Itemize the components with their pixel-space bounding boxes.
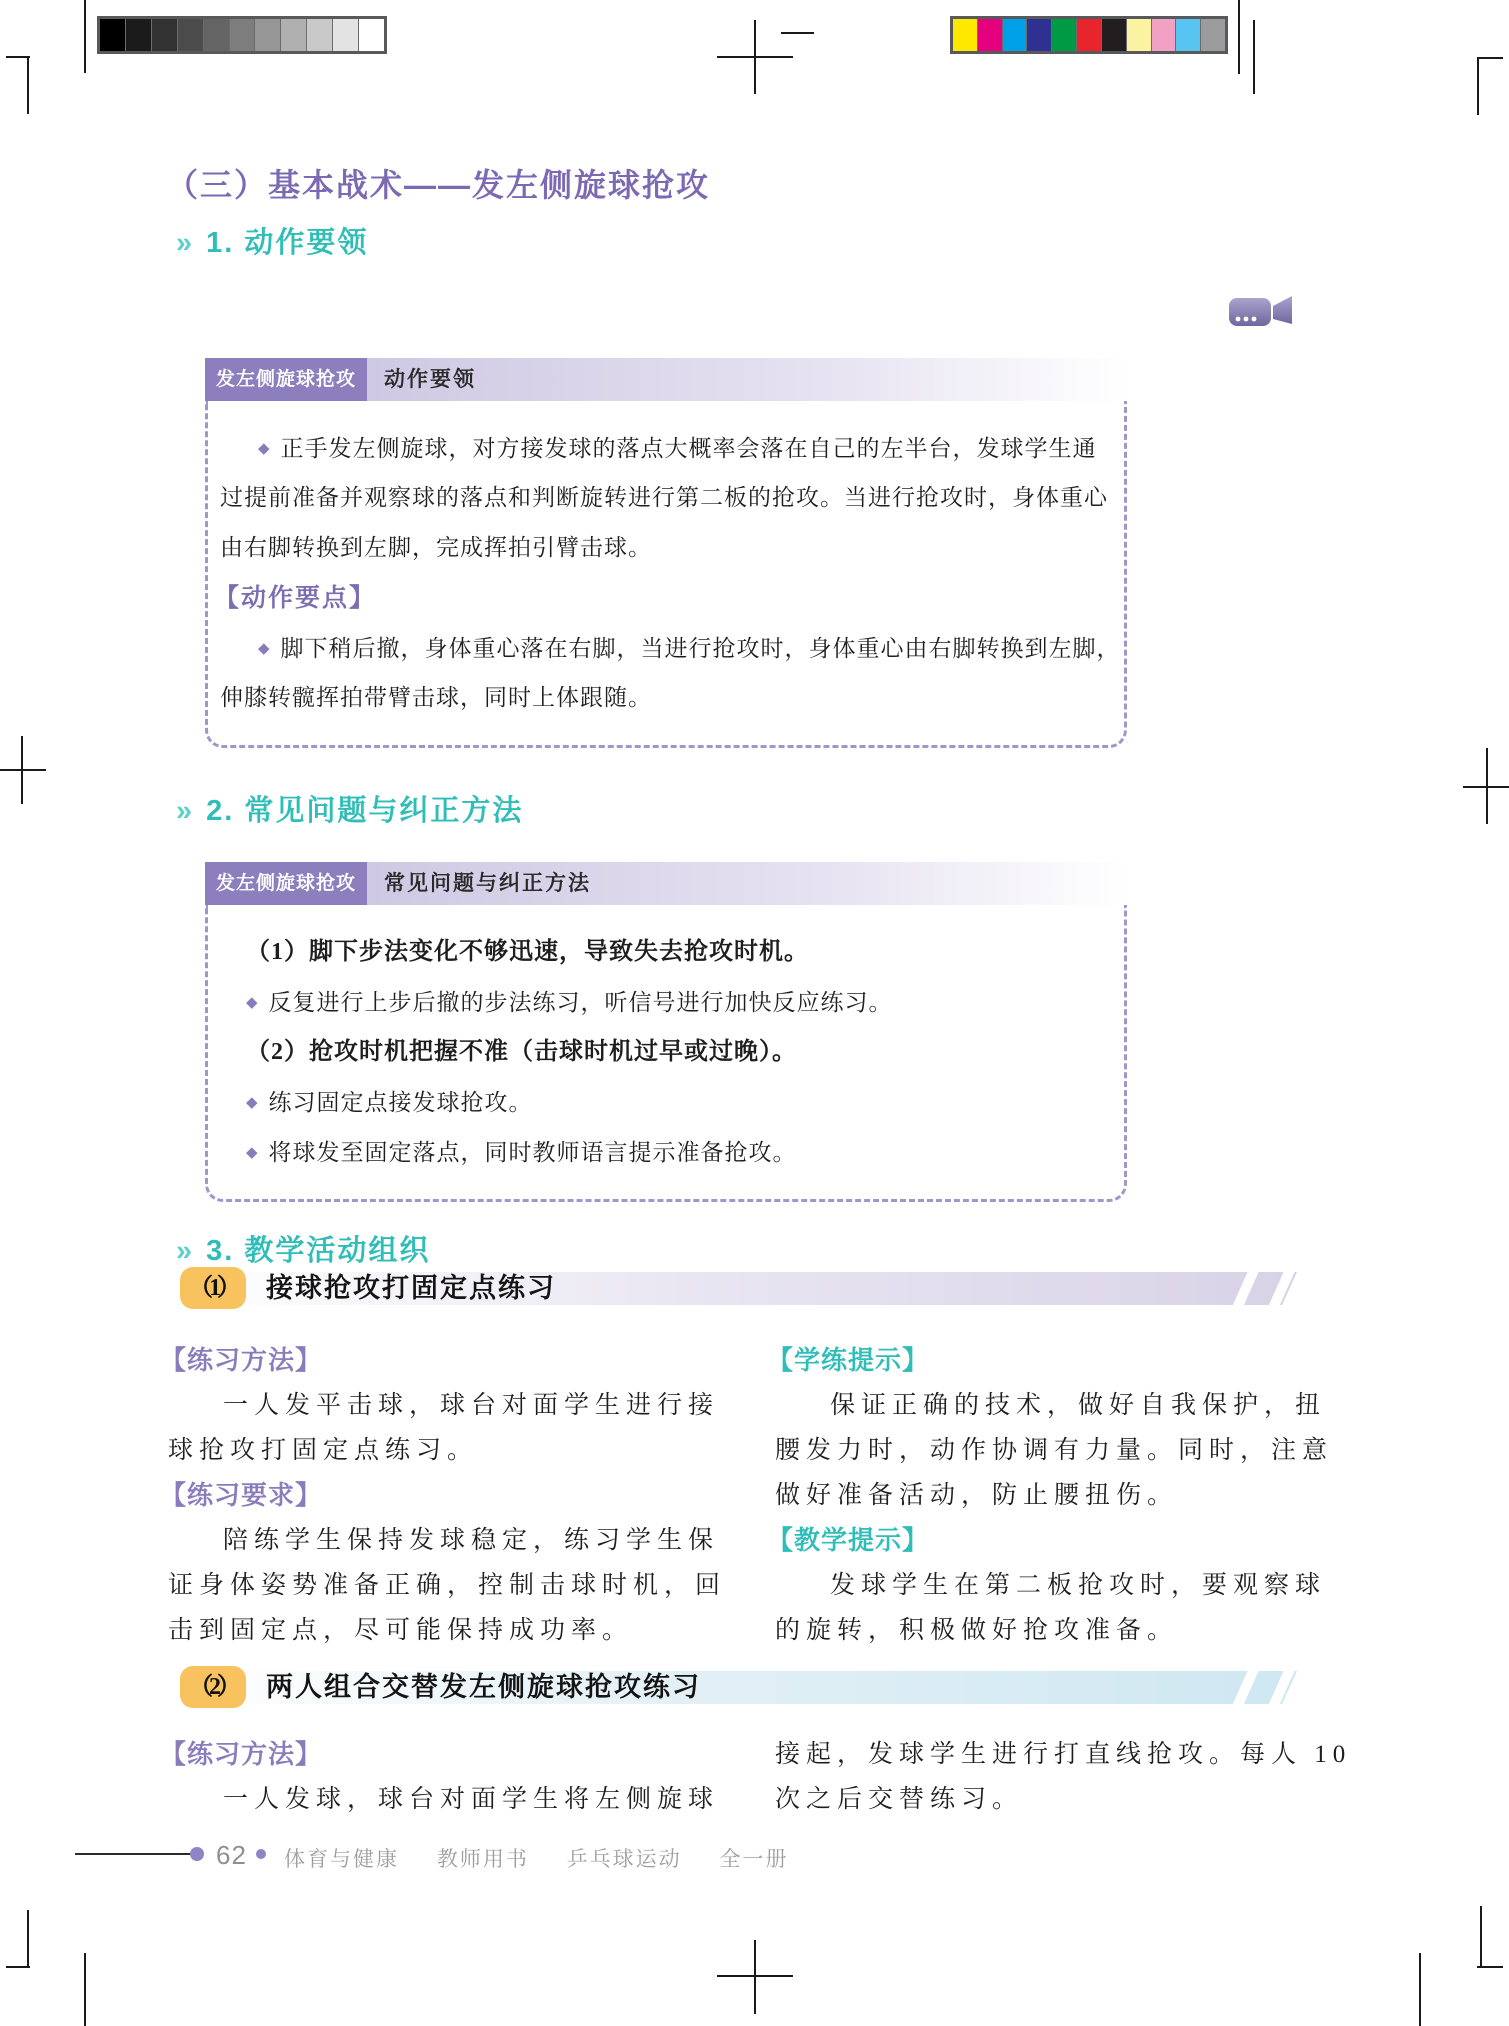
crop-mark bbox=[754, 1940, 756, 2014]
activity-2-number-badge: （2） bbox=[180, 1666, 246, 1708]
calibration-swatch bbox=[1175, 19, 1200, 51]
content-box-essentials bbox=[205, 358, 1127, 748]
footer-rule bbox=[75, 1853, 193, 1855]
crop-mark bbox=[1463, 786, 1509, 788]
calibration-swatch bbox=[1002, 19, 1027, 51]
box-header-title: 动作要领 bbox=[367, 358, 1127, 401]
calibration-swatch bbox=[125, 19, 151, 51]
box-tag-label: 发左侧旋球抢攻 bbox=[205, 358, 367, 401]
footer-book-type: 教师用书 bbox=[436, 1848, 529, 1871]
box-body bbox=[205, 905, 1127, 1202]
activity-1-right-column bbox=[767, 1338, 1375, 1653]
calibration-swatch bbox=[1076, 19, 1101, 51]
calibration-swatch bbox=[254, 19, 280, 51]
calibration-swatch bbox=[177, 19, 203, 51]
section-heading-2 bbox=[176, 788, 523, 829]
box-tag-label: 发左侧旋球抢攻 bbox=[205, 862, 367, 905]
diamond-bullet-icon: ◆ bbox=[246, 1093, 259, 1111]
activity-1-title: 接球抢攻打固定点练习 bbox=[266, 1273, 556, 1303]
crop-mark bbox=[84, 0, 86, 73]
bar-slash-decoration bbox=[1267, 1269, 1296, 1309]
activity-1-left-column bbox=[160, 1338, 768, 1653]
video-camera-icon bbox=[1228, 288, 1294, 332]
activity-2-left-column bbox=[160, 1732, 768, 1822]
box-header-title: 常见问题与纠正方法 bbox=[367, 862, 1127, 905]
text-line: 发球学生在第二板抢攻时，要观察球 bbox=[830, 1572, 1327, 1599]
text-line: 伸膝转髋挥拍带臂击球，同时上体跟随。 bbox=[220, 685, 652, 710]
chevron-icon: » bbox=[176, 227, 195, 259]
text-line: 次之后交替练习。 bbox=[775, 1786, 1024, 1813]
crop-mark bbox=[21, 736, 23, 804]
activity-1-number-badge: （1） bbox=[180, 1267, 246, 1309]
text-line: 接起，发球学生进行打直线抢攻。每人 10 bbox=[775, 1741, 1352, 1768]
crop-mark bbox=[27, 1910, 29, 1968]
calibration-swatch bbox=[280, 19, 306, 51]
text-line: 球抢攻打固定点练习。 bbox=[168, 1437, 479, 1464]
crop-mark bbox=[1477, 1966, 1503, 1968]
crop-mark bbox=[717, 1975, 793, 1977]
crop-mark bbox=[1238, 0, 1240, 74]
crop-mark bbox=[0, 769, 46, 771]
calibration-swatch bbox=[953, 19, 977, 51]
text-line: 证身体姿势准备正确，控制击球时机，回 bbox=[168, 1572, 727, 1599]
crop-mark bbox=[1253, 20, 1255, 94]
text-line: ◆ 将球发至固定落点，同时教师语言提示准备抢攻。 bbox=[246, 1140, 797, 1165]
calibration-swatch bbox=[332, 19, 358, 51]
content-box-problems bbox=[205, 862, 1127, 1202]
calibration-swatch bbox=[1026, 19, 1051, 51]
footer-book-title: 体育与健康 bbox=[284, 1848, 399, 1871]
chevron-icon: » bbox=[176, 795, 195, 827]
footer-volume: 全一册 bbox=[719, 1848, 789, 1871]
box-header bbox=[205, 862, 1127, 905]
text-line: 保证正确的技术，做好自我保护，扭 bbox=[830, 1392, 1327, 1419]
box-body bbox=[205, 401, 1127, 748]
text-line: 陪练学生保持发球稳定，练习学生保 bbox=[223, 1527, 720, 1554]
text-line: 一人发球，球台对面学生将左侧旋球 bbox=[223, 1786, 720, 1813]
text-line: 【练习要求】 bbox=[160, 1480, 323, 1510]
crop-mark bbox=[1480, 1906, 1482, 1966]
text-line: 一人发平击球，球台对面学生进行接 bbox=[223, 1392, 720, 1419]
text-line: （1）脚下步法变化不够迅速，导致失去抢攻时机。 bbox=[246, 939, 809, 965]
footer-dot-icon bbox=[190, 1847, 204, 1861]
calibration-swatch bbox=[358, 19, 384, 51]
text-line: 做好准备活动，防止腰扭伤。 bbox=[775, 1482, 1179, 1509]
diamond-bullet-icon: ◆ bbox=[258, 439, 271, 457]
text-line: 由右脚转换到左脚，完成挥拍引臂击球。 bbox=[220, 535, 652, 560]
text-line: 【动作要点】 bbox=[214, 584, 377, 612]
text-line: 【练习方法】 bbox=[160, 1739, 323, 1769]
footer-text bbox=[284, 1843, 819, 1873]
bar-slash-decoration bbox=[1267, 1668, 1296, 1708]
calibration-swatch bbox=[1051, 19, 1076, 51]
grayscale-calibration-bar bbox=[97, 16, 387, 54]
diamond-bullet-icon: ◆ bbox=[246, 993, 259, 1011]
calibration-swatch bbox=[1151, 19, 1176, 51]
crop-mark bbox=[717, 56, 793, 58]
calibration-swatch bbox=[203, 19, 229, 51]
crop-mark bbox=[1419, 1953, 1421, 2026]
crop-mark bbox=[1477, 57, 1503, 59]
footer-sport-name: 乒乓球运动 bbox=[566, 1848, 682, 1871]
chevron-icon: » bbox=[176, 1235, 195, 1267]
calibration-swatch bbox=[1126, 19, 1151, 51]
calibration-swatch bbox=[151, 19, 177, 51]
diamond-bullet-icon: ◆ bbox=[246, 1143, 259, 1161]
bar-slash-decoration bbox=[1231, 1269, 1260, 1309]
text-line: 【练习方法】 bbox=[160, 1345, 323, 1375]
section-3-heading-text: 3. 教学活动组织 bbox=[206, 1235, 431, 1267]
activity-2-title: 两人组合交替发左侧旋球抢攻练习 bbox=[266, 1672, 701, 1702]
text-line: 【学练提示】 bbox=[767, 1345, 930, 1375]
calibration-swatch bbox=[100, 19, 125, 51]
section-1-heading-text: 1. 动作要领 bbox=[206, 227, 369, 259]
calibration-swatch bbox=[977, 19, 1002, 51]
text-line: ◆ 反复进行上步后撤的步法练习，听信号进行加快反应练习。 bbox=[246, 990, 893, 1015]
crop-mark bbox=[781, 32, 814, 34]
calibration-swatch bbox=[1101, 19, 1126, 51]
color-calibration-bar bbox=[950, 16, 1228, 54]
activity-2-right-column bbox=[775, 1732, 1375, 1822]
page-title: （三）基本战术——发左侧旋球抢攻 bbox=[166, 167, 711, 203]
text-line: ◆ 脚下稍后撤，身体重心落在右脚，当进行抢攻时，身体重心由右脚转换到左脚， bbox=[258, 636, 1121, 661]
section-heading-3 bbox=[176, 1228, 430, 1269]
crop-mark bbox=[27, 56, 29, 114]
text-line: （2）抢攻时机把握不准（击球时机过早或过晚）。 bbox=[246, 1039, 797, 1065]
diamond-bullet-icon: ◆ bbox=[258, 639, 271, 657]
footer-dot-icon bbox=[256, 1849, 266, 1859]
calibration-swatch bbox=[1200, 19, 1225, 51]
crop-mark bbox=[1477, 57, 1479, 115]
box-header bbox=[205, 358, 1127, 401]
text-line: 击到固定点，尽可能保持成功率。 bbox=[168, 1617, 634, 1644]
calibration-swatch bbox=[306, 19, 332, 51]
page-number: 62 bbox=[216, 1840, 247, 1870]
text-line: ◆ 正手发左侧旋球，对方接发球的落点大概率会落在自己的左半台，发球学生通 bbox=[258, 436, 1097, 461]
section-heading-1 bbox=[176, 220, 368, 261]
calibration-swatch bbox=[229, 19, 255, 51]
bar-slash-decoration bbox=[1231, 1668, 1260, 1708]
text-line: 过提前准备并观察球的落点和判断旋转进行第二板的抢攻。当进行抢攻时，身体重心 bbox=[220, 485, 1108, 510]
text-line: 腰发力时，动作协调有力量。同时，注意 bbox=[775, 1437, 1334, 1464]
crop-mark bbox=[84, 1953, 86, 2026]
text-line: 【教学提示】 bbox=[767, 1525, 930, 1555]
text-line: 的旋转，积极做好抢攻准备。 bbox=[775, 1617, 1179, 1644]
text-line: ◆ 练习固定点接发球抢攻。 bbox=[246, 1090, 533, 1115]
section-2-heading-text: 2. 常见问题与纠正方法 bbox=[206, 795, 524, 827]
